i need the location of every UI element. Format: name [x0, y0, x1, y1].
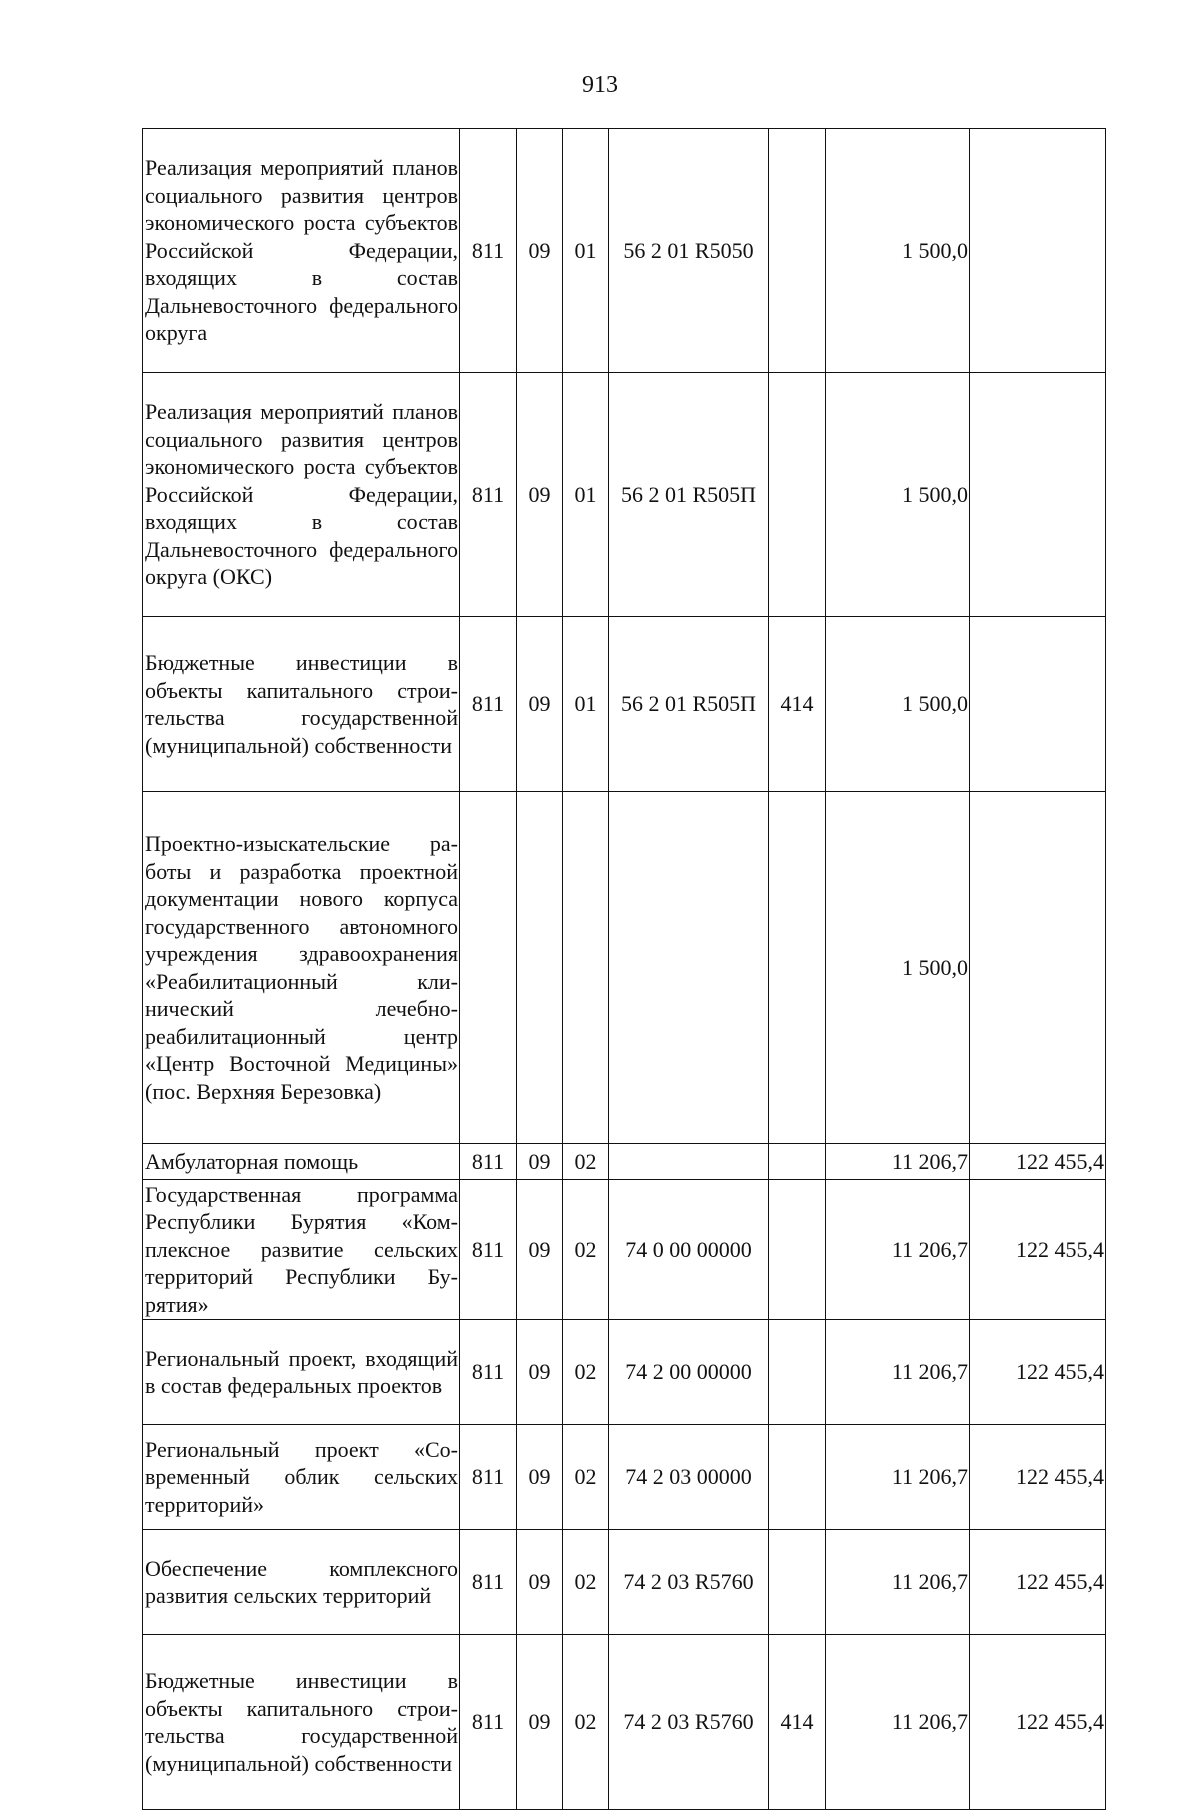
expense-type-cell: 414	[769, 617, 826, 792]
grbs-cell: 811	[460, 1180, 517, 1320]
grbs-cell: 811	[460, 617, 517, 792]
grbs-cell: 811	[460, 129, 517, 373]
amount-2-cell: 122 455,4	[970, 1320, 1106, 1425]
amount-2-cell	[970, 129, 1106, 373]
amount-2-cell	[970, 617, 1106, 792]
table-row	[143, 1635, 1106, 1810]
section-cell: 09	[517, 617, 563, 792]
row-name-cell: Региональный проект «Современный облик сельских территорий»	[143, 1425, 460, 1530]
grbs-cell: 811	[460, 373, 517, 617]
table-row	[143, 373, 1106, 617]
amount-1-cell: 11 206,7	[826, 1180, 970, 1320]
target-article-cell: 74 0 00 00000	[609, 1180, 769, 1320]
section-cell: 09	[517, 1635, 563, 1810]
section-cell	[517, 792, 563, 1144]
amount-2-cell: 122 455,4	[970, 1635, 1106, 1810]
grbs-cell	[460, 792, 517, 1144]
subsection-cell: 02	[563, 1180, 609, 1320]
amount-1-cell: 11 206,7	[826, 1144, 970, 1180]
section-cell: 09	[517, 1144, 563, 1180]
section-cell: 09	[517, 1425, 563, 1530]
target-article-cell: 56 2 01 R505П	[609, 617, 769, 792]
section-cell: 09	[517, 373, 563, 617]
target-article-cell: 74 2 00 00000	[609, 1320, 769, 1425]
table-row	[143, 1180, 1106, 1320]
amount-1-cell: 1 500,0	[826, 617, 970, 792]
table-row	[143, 792, 1106, 1144]
table-row	[143, 1144, 1106, 1180]
subsection-cell: 02	[563, 1635, 609, 1810]
row-name-cell: Амбулаторная помощь	[143, 1144, 460, 1180]
subsection-cell: 01	[563, 617, 609, 792]
grbs-cell: 811	[460, 1425, 517, 1530]
amount-2-cell: 122 455,4	[970, 1425, 1106, 1530]
table-row	[143, 1530, 1106, 1635]
table-row	[143, 1425, 1106, 1530]
expense-type-cell	[769, 1530, 826, 1635]
row-name-cell: Бюджетные инвестиции в объекты капитального строительства государственной (муниципальной) собственности	[143, 617, 460, 792]
target-article-cell: 74 2 03 00000	[609, 1425, 769, 1530]
amount-1-cell: 1 500,0	[826, 373, 970, 617]
subsection-cell: 01	[563, 129, 609, 373]
row-name-cell: Реализация мероприятий планов социального развития центров экономического роста субъектов Российской Федерации, входящих в состав Дальневосточного федерального округа	[143, 129, 460, 373]
section-cell: 09	[517, 1180, 563, 1320]
subsection-cell: 01	[563, 373, 609, 617]
amount-1-cell: 11 206,7	[826, 1425, 970, 1530]
budget-table	[142, 128, 1106, 1810]
amount-1-cell: 11 206,7	[826, 1635, 970, 1810]
amount-2-cell: 122 455,4	[970, 1180, 1106, 1320]
section-cell: 09	[517, 1320, 563, 1425]
table-row	[143, 617, 1106, 792]
row-name-cell: Проектно-изыскательские работы и разработка проектной документации нового корпуса государственного автономного учреждения здравоохранения «Реабилитационный клинический лечебно-реабилитационный центр «Центр Восточной Медицины» (пос. Верхняя Березовка)	[143, 792, 460, 1144]
amount-1-cell: 1 500,0	[826, 792, 970, 1144]
expense-type-cell	[769, 373, 826, 617]
target-article-cell	[609, 792, 769, 1144]
amount-2-cell	[970, 792, 1106, 1144]
amount-2-cell	[970, 373, 1106, 617]
amount-1-cell: 11 206,7	[826, 1320, 970, 1425]
amount-2-cell: 122 455,4	[970, 1144, 1106, 1180]
grbs-cell: 811	[460, 1530, 517, 1635]
target-article-cell	[609, 1144, 769, 1180]
expense-type-cell	[769, 1320, 826, 1425]
row-name-cell: Государственная программа Республики Бурятия «Комплексное развитие сельских территорий Республики Бурятия»	[143, 1180, 460, 1320]
expense-type-cell	[769, 1180, 826, 1320]
subsection-cell: 02	[563, 1530, 609, 1635]
expense-type-cell	[769, 1144, 826, 1180]
row-name-cell: Обеспечение комплексного развития сельских территорий	[143, 1530, 460, 1635]
grbs-cell: 811	[460, 1635, 517, 1810]
target-article-cell: 74 2 03 R5760	[609, 1530, 769, 1635]
target-article-cell: 56 2 01 R5050	[609, 129, 769, 373]
page-number: 913	[582, 72, 618, 98]
target-article-cell: 56 2 01 R505П	[609, 373, 769, 617]
table-row	[143, 1320, 1106, 1425]
amount-1-cell: 1 500,0	[826, 129, 970, 373]
section-cell: 09	[517, 129, 563, 373]
expense-type-cell	[769, 1425, 826, 1530]
grbs-cell: 811	[460, 1320, 517, 1425]
subsection-cell: 02	[563, 1144, 609, 1180]
expense-type-cell	[769, 129, 826, 373]
expense-type-cell: 414	[769, 1635, 826, 1810]
subsection-cell: 02	[563, 1425, 609, 1530]
subsection-cell: 02	[563, 1320, 609, 1425]
table-row	[143, 129, 1106, 373]
row-name-cell: Региональный проект, входящий в состав федеральных проектов	[143, 1320, 460, 1425]
target-article-cell: 74 2 03 R5760	[609, 1635, 769, 1810]
row-name-cell: Реализация мероприятий планов социального развития центров экономического роста субъектов Российской Федерации, входящих в состав Дальневосточного федерального округа (ОКС)	[143, 373, 460, 617]
amount-2-cell: 122 455,4	[970, 1530, 1106, 1635]
amount-1-cell: 11 206,7	[826, 1530, 970, 1635]
row-name-cell: Бюджетные инвестиции в объекты капитального строительства государственной (муниципальной) собственности	[143, 1635, 460, 1810]
section-cell: 09	[517, 1530, 563, 1635]
subsection-cell	[563, 792, 609, 1144]
expense-type-cell	[769, 792, 826, 1144]
grbs-cell: 811	[460, 1144, 517, 1180]
